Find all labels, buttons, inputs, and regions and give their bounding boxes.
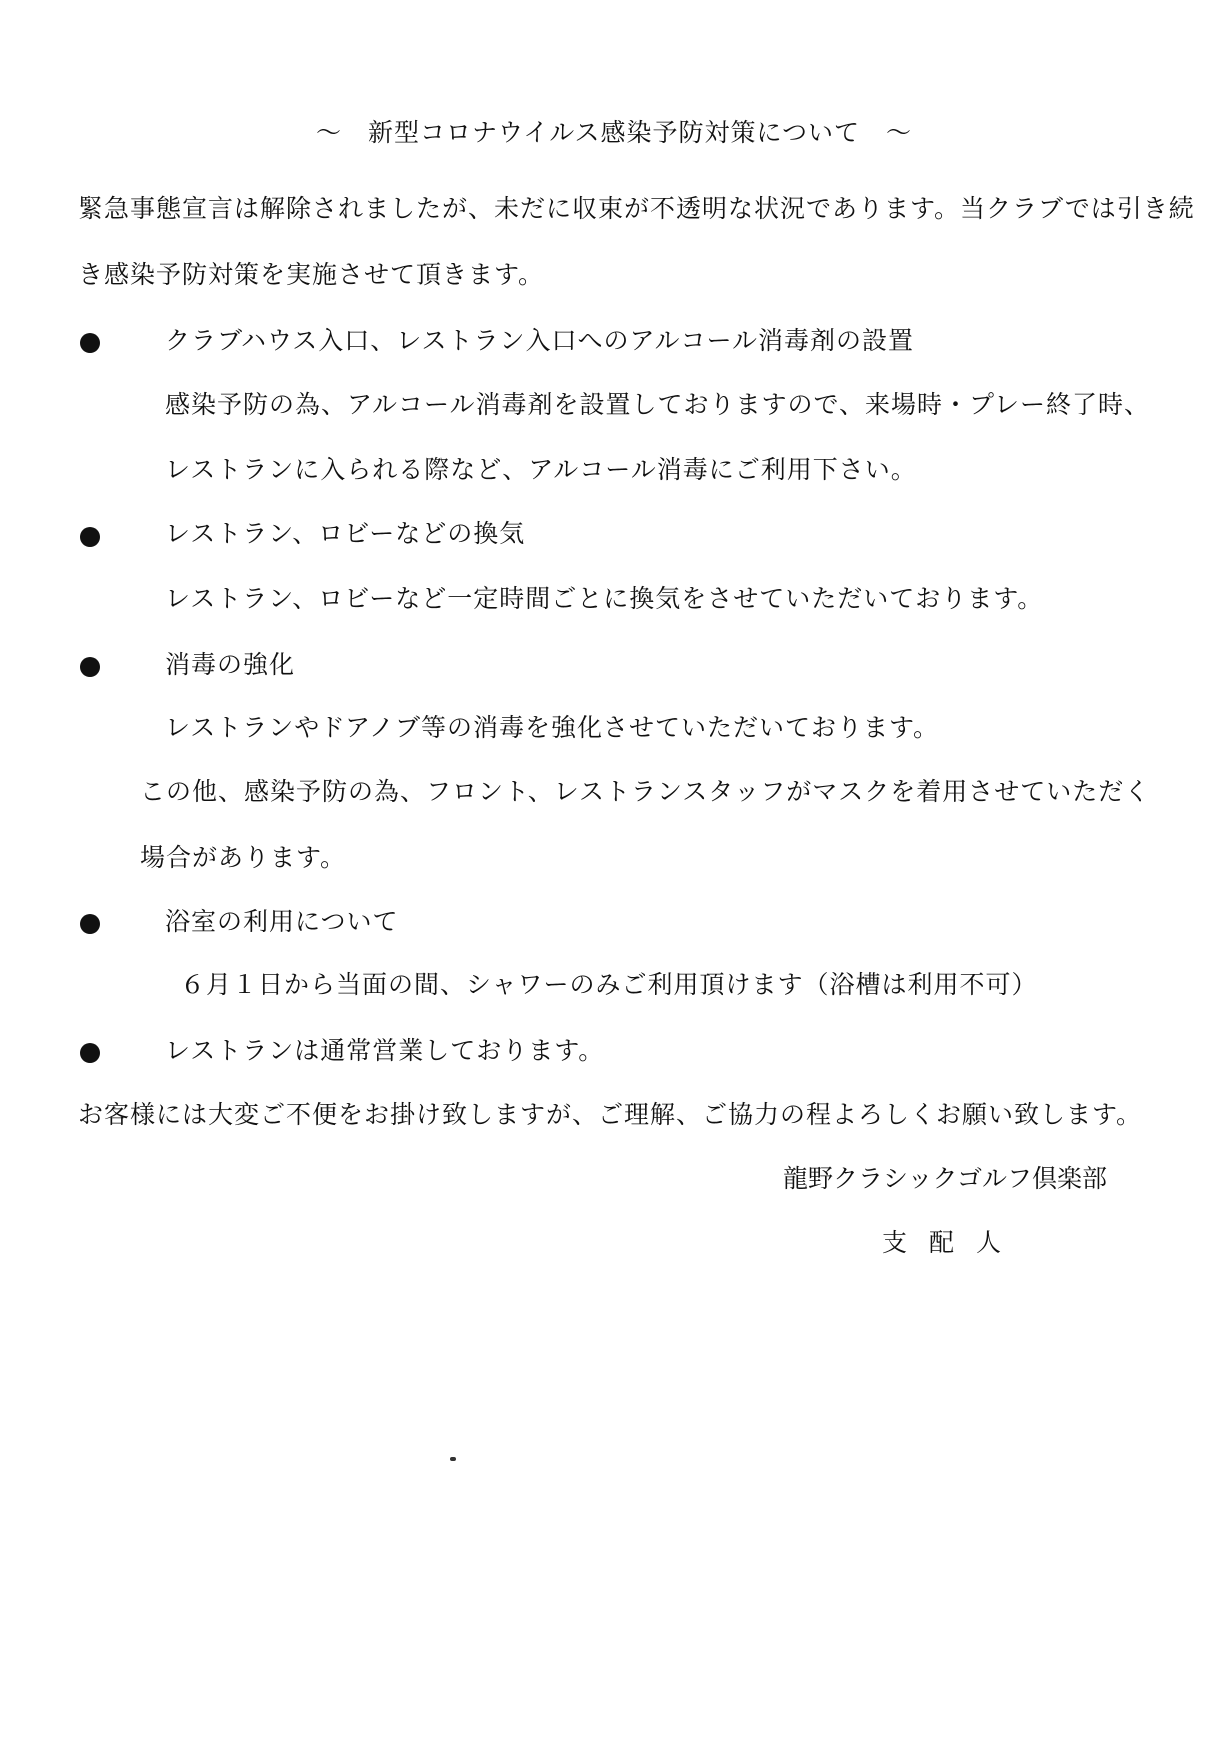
additional-note-line-2: 場合があります。: [140, 843, 347, 872]
signatory-title: 支配人: [882, 1228, 1024, 1257]
bullet-icon: [80, 333, 100, 353]
item1-body-line-2: レストランに入られる際など、アルコール消毒にご利用下さい。: [165, 455, 917, 484]
item2-body: レストラン、ロビーなど一定時間ごとに換気をさせていただいております。: [165, 584, 1044, 613]
intro-line-1: 緊急事態宣言は解除されましたが、未だに収束が不透明な状況であります。当クラブでは引き続: [78, 194, 1195, 223]
bullet-icon: [80, 527, 100, 547]
item1-heading: クラブハウス入口、レストラン入口へのアルコール消毒剤の設置: [165, 326, 915, 355]
additional-note-line-1: この他、感染予防の為、フロント、レストランスタッフがマスクを着用させていただく: [140, 777, 1151, 806]
notice-title: ～ 新型コロナウイルス感染予防対策について ～: [316, 118, 913, 147]
item4-heading: 浴室の利用について: [165, 907, 399, 936]
item4-body: ６月１日から当面の間、シャワーのみご利用頂けます（浴槽は利用不可）: [180, 970, 1038, 999]
item2-heading: レストラン、ロビーなどの換気: [165, 519, 526, 548]
item3-heading: 消毒の強化: [165, 650, 296, 679]
item5-heading: レストランは通常営業しております。: [165, 1036, 605, 1065]
item3-body: レストランやドアノブ等の消毒を強化させていただいております。: [165, 713, 940, 742]
bullet-icon: [80, 1043, 100, 1063]
organization-name: 龍野クラシックゴルフ倶楽部: [783, 1164, 1108, 1193]
intro-line-2: き感染予防対策を実施させて頂きます。: [78, 260, 545, 289]
bullet-icon: [80, 914, 100, 934]
item1-body-line-1: 感染予防の為、アルコール消毒剤を設置しておりますので、来場時・プレー終了時、: [165, 390, 1151, 419]
closing-text: お客様には大変ご不便をお掛け致しますが、ご理解、ご協力の程よろしくお願い致します。: [78, 1100, 1143, 1129]
bullet-icon: [80, 657, 100, 677]
scan-speck: [450, 1457, 456, 1461]
